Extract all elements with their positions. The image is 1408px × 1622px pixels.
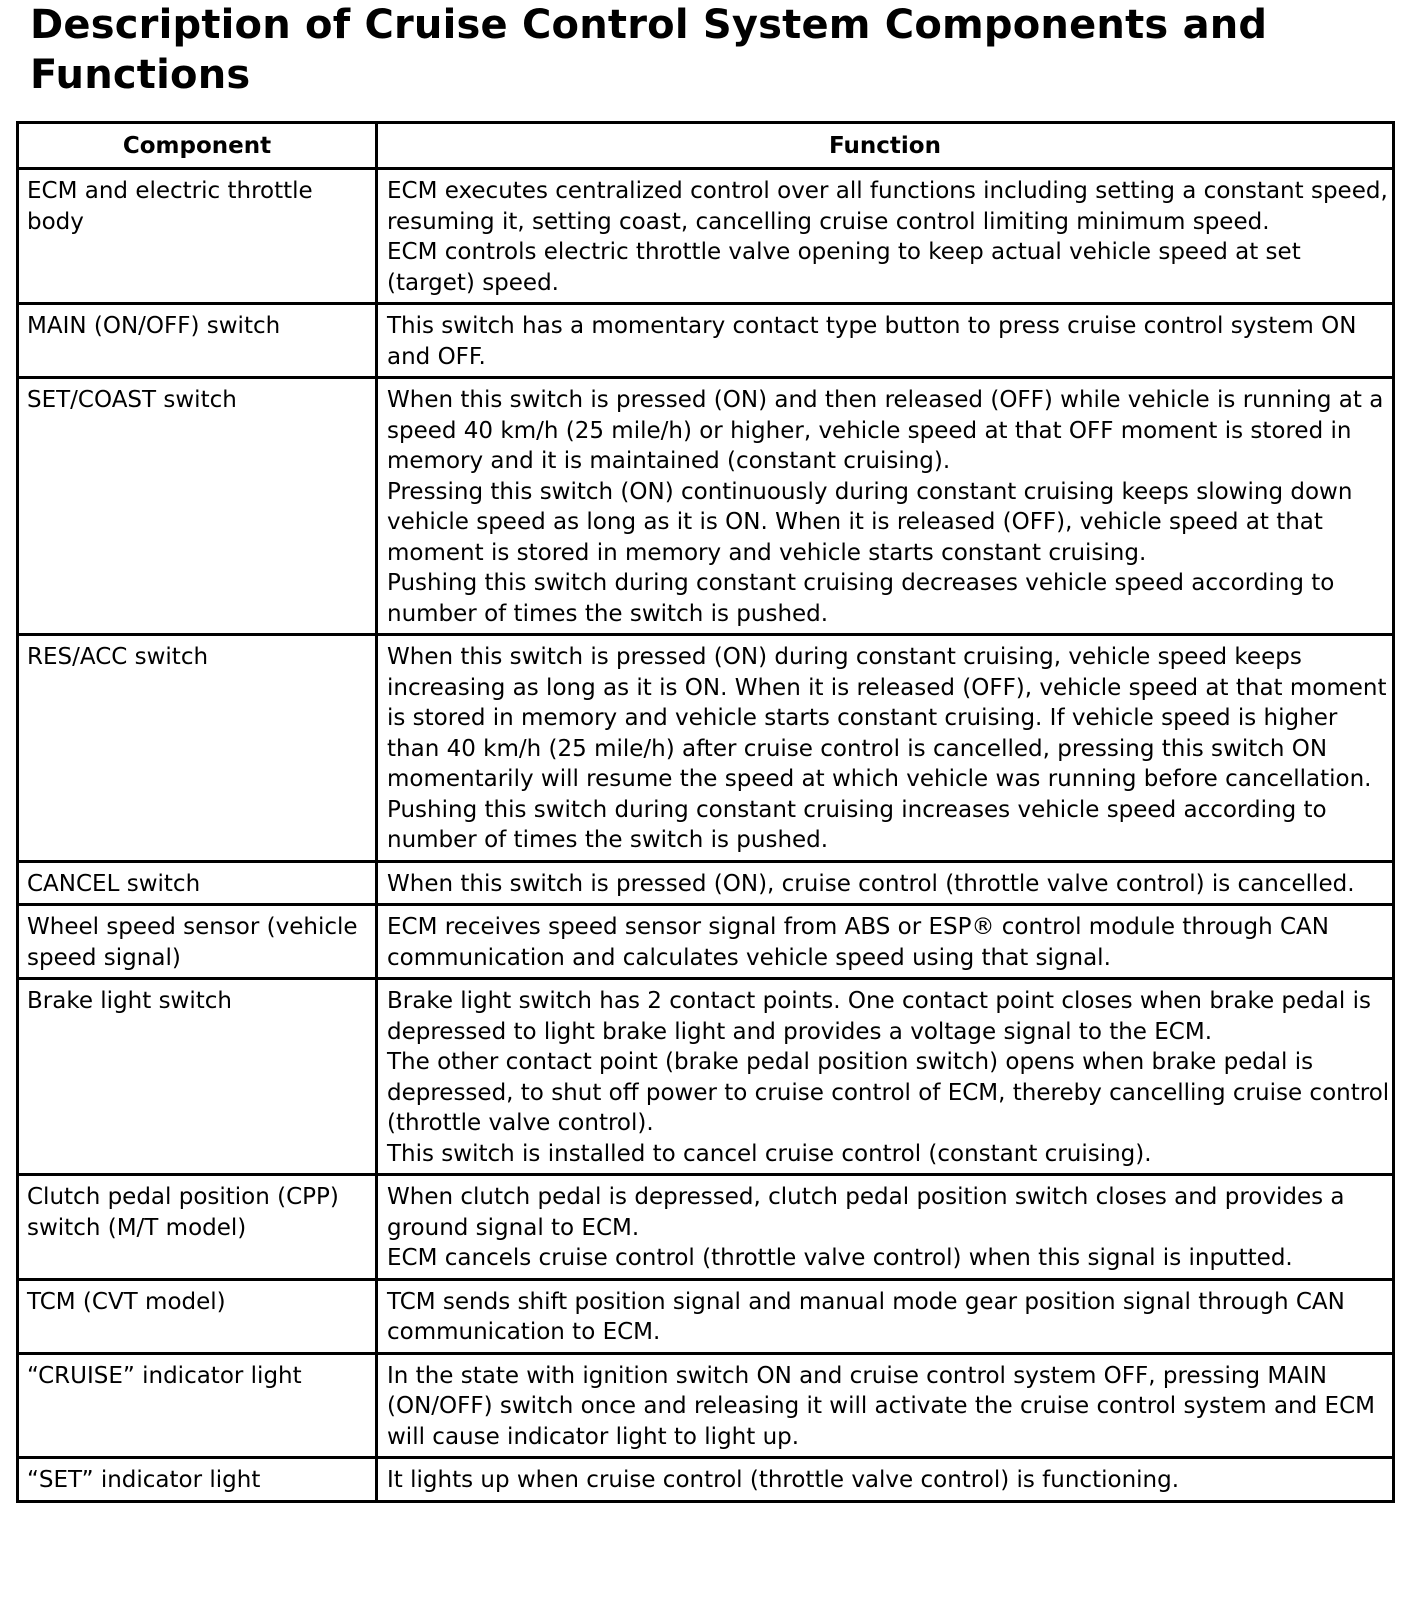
table-row [18,1279,1394,1353]
function-paragraph: This switch has a momentary contact type button to press cruise control system ON and OFF. [387,313,1357,370]
function-cell [377,1279,1394,1353]
function-cell [377,169,1394,304]
component-cell: Clutch pedal position (CPP) switch (M/T model) [18,1175,377,1280]
function-paragraph: Pushing this switch during constant cruising decreases vehicle speed according to number of times the switch is pushed. [387,570,1335,627]
function-cell [377,905,1394,979]
function-paragraph: The other contact point (brake pedal position switch) opens when brake pedal is depressed, to shut off power to cruise control of ECM, thereby cancelling cruise control (throttle valve control). [387,1049,1390,1136]
function-cell [377,1353,1394,1458]
component-cell: TCM (CVT model) [18,1279,377,1353]
function-paragraph: Pushing this switch during constant cruising increases vehicle speed according to number of times the switch is pushed. [387,796,1327,853]
page-title: Description of Cruise Control System Components and Functions [30,2,1268,98]
table-row [18,861,1394,905]
table-row [18,905,1394,979]
table-row [18,378,1394,635]
component-cell: “SET” indicator light [18,1458,377,1502]
components-functions-table [16,121,1395,1503]
table-row [18,304,1394,378]
function-paragraph: In the state with ignition switch ON and cruise control system OFF, pressing MAIN (ON/OFF) switch once and releasing it will activate the cruise control system and ECM will cause indicator light to light up. [387,1362,1375,1450]
component-cell: CANCEL switch [18,861,377,905]
function-paragraph: ECM receives speed sensor signal from ABS or ESP® control module through CAN communication and calculates vehicle speed using that signal. [387,914,1329,971]
function-paragraph: Pressing this switch (ON) continuously during constant cruising keeps slowing down vehicle speed as long as it is ON. When it is released (OFF), vehicle speed at that moment is stored in memory and vehicle starts constant cruising. [387,478,1353,566]
function-cell [377,1175,1394,1280]
function-paragraph: When this switch is pressed (ON) and then released (OFF) while vehicle is running at a speed 40 km/h (25 mile/h) or higher, vehicle speed at that OFF moment is stored in memory and it is maintained (constant cruising). [387,387,1384,474]
function-paragraph: ECM executes centralized control over all functions including setting a constant speed, resuming it, setting coast, cancelling cruise control limiting minimum speed. [387,178,1388,235]
component-cell: SET/COAST switch [18,378,377,635]
function-paragraph: When clutch pedal is depressed, clutch pedal position switch closes and provides a ground signal to ECM. [387,1184,1345,1241]
component-cell: Wheel speed sensor (vehicle speed signal) [18,905,377,979]
table-row [18,169,1394,304]
table-header-row [18,123,1394,169]
function-paragraph: ECM cancels cruise control (throttle valve control) when this signal is inputted. [387,1245,1293,1271]
column-header-function: Function [377,123,1394,169]
function-paragraph: TCM sends shift position signal and manual mode gear position signal through CAN communication to ECM. [387,1288,1345,1345]
function-paragraph: When this switch is pressed (ON), cruise control (throttle valve control) is cancelled. [387,870,1355,897]
table-row [18,1175,1394,1280]
component-cell: Brake light switch [18,979,377,1175]
component-cell: RES/ACC switch [18,635,377,862]
function-cell [377,979,1394,1175]
function-paragraph: This switch is installed to cancel cruise control (constant cruising). [387,1140,1152,1167]
function-paragraph: When this switch is pressed (ON) during constant cruising, vehicle speed keeps increasing as long as it is ON. When it is released (OFF), vehicle speed at that moment is stored in memory and vehicle starts constant cruising. If vehicle speed is higher than 40 km/h (25 mile/h) after cruise control is cancelled, pressing this switch ON momentarily will resume the speed at which vehicle was running before cancellation. [387,644,1387,792]
function-paragraph: It lights up when cruise control (throttle valve control) is functioning. [387,1467,1180,1493]
function-cell [377,378,1394,635]
component-cell: “CRUISE” indicator light [18,1353,377,1458]
function-cell [377,635,1394,862]
function-cell [377,304,1394,378]
table-row [18,979,1394,1175]
component-cell: ECM and electric throttle body [18,169,377,304]
function-cell [377,861,1394,905]
function-cell [377,1458,1394,1502]
table-row [18,1458,1394,1502]
function-paragraph: ECM controls electric throttle valve opening to keep actual vehicle speed at set (target) speed. [387,239,1301,296]
component-cell: MAIN (ON/OFF) switch [18,304,377,378]
table-row [18,635,1394,862]
table-row [18,1353,1394,1458]
function-paragraph: Brake light switch has 2 contact points. One contact point closes when brake pedal is depressed to light brake light and provides a voltage signal to the ECM. [387,988,1371,1045]
column-header-component: Component [18,123,377,169]
